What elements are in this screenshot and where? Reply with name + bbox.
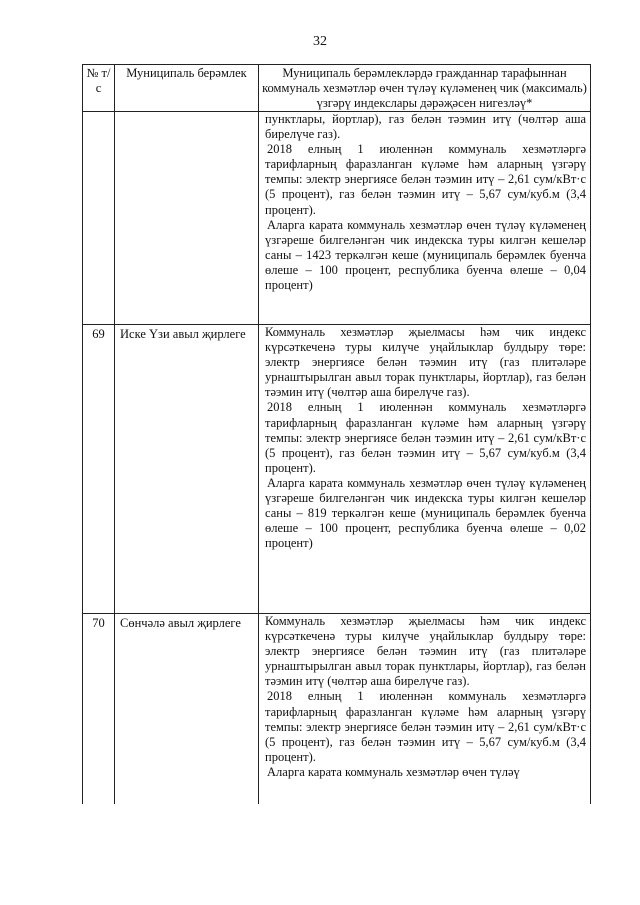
header-num (83, 65, 115, 112)
description-paragraph: Аларга карата коммуналь хезмәтләр өчен түләү күләменең үзгәреше билгеләнгән чик индекска туры килгән кешеләр саны – 819 теркәлгән кеше (муниципаль берәмлек буенча өлеше – 100 процент, республика буенча өлеше – 0,02 процент) (265, 475, 586, 551)
header-municipality (115, 65, 259, 112)
row-municipality-cell (115, 614, 259, 805)
row-num (83, 112, 114, 114)
header-num-label: № т/с (86, 66, 111, 95)
header-description-label: Муниципаль берәмлекләрдә гражданнар тарафыннан коммуналь хезмәтләр өчен түләү күләменең чик (максималь) үзгәрү индекслары дәрәҗәсен нигезләү* (262, 66, 587, 110)
header-municipality-label: Муниципаль берәмлек (126, 66, 247, 80)
row-municipality-cell (115, 112, 259, 325)
row-num: 69 (92, 327, 105, 341)
description-paragraph: Коммуналь хезмәтләр җыелмасы һәм чик индекс күрсәткеченә туры килүче уңайлыклар булдыру төре: электр энергиясе белән тәэмин итү (газ плитәләре урнаштырылган авыл торак пунктлары, йортлар), газ белән тәэмин итү (чөлтәр аша бирелүче газ). (265, 325, 586, 400)
table-row (83, 325, 591, 614)
row-description-cell (259, 112, 591, 325)
row-num-cell (83, 112, 115, 325)
tariff-table (82, 64, 591, 804)
row-description-cell (259, 325, 591, 614)
row-municipality: Иске Үзи авыл җирлеге (120, 327, 246, 341)
page-number: 32 (313, 34, 327, 49)
row-num-cell (83, 325, 115, 614)
header-description (259, 65, 591, 112)
description-paragraph: Коммуналь хезмәтләр җыелмасы һәм чик индекс күрсәткеченә туры килүче уңайлыклар булдыру төре: электр энергиясе белән тәэмин итү (газ плитәләре урнаштырылган авыл торак пунктлары, йортлар), газ белән тәэмин итү (чөлтәр аша бирелүче газ). (265, 614, 586, 689)
row-municipality: Сөнчәлә авыл җирлеге (120, 616, 241, 630)
description-paragraph: 2018 елның 1 июленнән коммуналь хезмәтләргә тарифларның фаразланган күләме һәм аларның үзгәрү темпы: электр энергиясе белән тәэмин итү – 2,61 сум/кВт·с (5 процент), газ белән тәэмин итү – 5,67 сум/куб.м (3,4 процент). (265, 400, 586, 475)
description-paragraph: 2018 елның 1 июленнән коммуналь хезмәтләргә тарифларның фаразланган күләме һәм аларның үзгәрү темпы: электр энергиясе белән тәэмин итү – 2,61 сум/кВт·с (5 процент), газ белән тәэмин итү – 5,67 сум/куб.м (3,4 процент). (265, 142, 586, 217)
description-paragraph: пунктлары, йортлар), газ белән тәэмин итү (чөлтәр аша бирелүче газ). (265, 112, 586, 142)
table-row (83, 614, 591, 805)
description-paragraph: Аларга карата коммуналь хезмәтләр өчен түләү (267, 764, 520, 779)
description-paragraph: Аларга карата коммуналь хезмәтләр өчен түләү күләменең үзгәреше билгеләнгән чик индекска туры килгән кешеләр саны – 1423 теркәлгән кеше (муниципаль берәмлек буенча өлеше – 100 процент, республика буенча өлеше – 0,04 процент) (265, 217, 586, 293)
table-header-row (83, 65, 591, 112)
row-municipality-cell (115, 325, 259, 614)
table-row (83, 112, 591, 325)
description-paragraph: 2018 елның 1 июленнән коммуналь хезмәтләргә тарифларның фаразланган күләме һәм аларның үзгәрү темпы: электр энергиясе белән тәэмин итү – 2,61 сум/кВт·с (5 процент), газ белән тәэмин итү – 5,67 сум/куб.м (3,4 процент). (265, 689, 586, 764)
row-num-cell (83, 614, 115, 805)
row-num: 70 (92, 616, 105, 630)
row-municipality (115, 112, 258, 114)
row-description-cell (259, 614, 591, 805)
